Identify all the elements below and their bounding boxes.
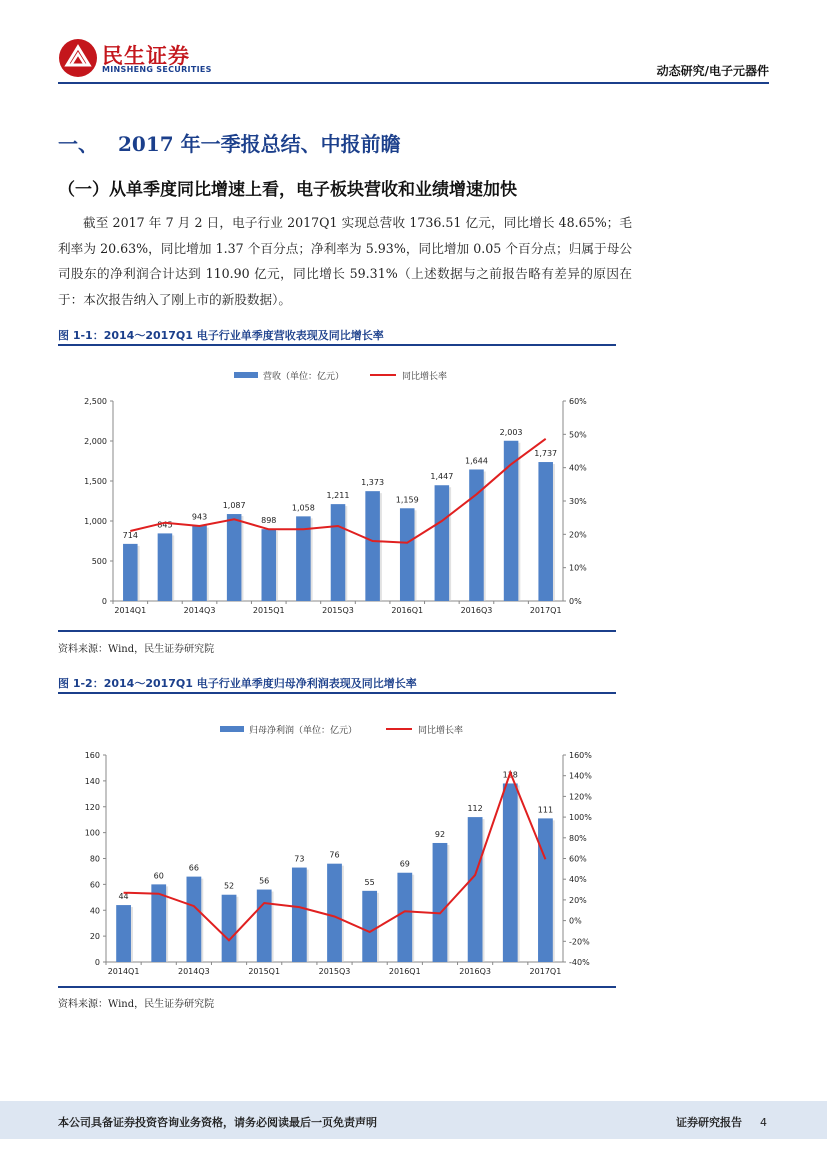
section-number: 一、: [58, 132, 98, 156]
right-tick-label: 140%: [569, 771, 592, 781]
bar-value-label: 52: [223, 881, 235, 891]
left-tick-label: 1,000: [84, 517, 107, 526]
bar-value-label: 1,644: [465, 456, 488, 466]
x-tick-label: 2017Q1: [529, 967, 562, 976]
bar-value-label: 44: [118, 892, 129, 902]
section-heading: [58, 128, 401, 157]
x-tick-label: 2015Q3: [322, 606, 354, 615]
data-bar: [538, 462, 553, 601]
data-bar: [116, 905, 131, 962]
left-tick-label: 140: [84, 776, 100, 786]
left-tick-label: 40: [89, 906, 100, 916]
data-bar: [187, 877, 202, 962]
data-bar: [433, 843, 448, 962]
data-bar: [365, 491, 380, 601]
right-tick-label: 80%: [569, 833, 587, 843]
right-tick-label: 20%: [569, 530, 587, 540]
right-tick-label: 100%: [569, 813, 592, 823]
right-tick-label: 40%: [569, 875, 587, 885]
data-bar: [262, 529, 277, 601]
figure-1-title: 图 1-1：2014～2017Q1 电子行业单季度营收表现及同比增长率: [58, 329, 384, 342]
bar-value-label: 1,087: [222, 501, 246, 511]
right-tick-label: 120%: [569, 792, 592, 802]
x-tick-label: 2016Q3: [460, 606, 493, 615]
data-bar: [257, 890, 272, 962]
x-tick-label: 2016Q3: [459, 967, 491, 976]
left-tick-label: 0: [94, 958, 100, 967]
bar-value-label: 2,003: [499, 427, 523, 437]
bar-value-label: 56: [259, 876, 270, 886]
left-tick-label: 2,000: [84, 437, 107, 446]
x-tick-label: 2014Q1: [114, 606, 147, 615]
right-tick-label: 20%: [569, 895, 587, 905]
bar-value-label: 845: [157, 520, 173, 530]
bar-value-label: 138: [502, 770, 518, 780]
bar-value-label: 66: [188, 863, 199, 873]
bar-value-label: 111: [537, 805, 554, 815]
x-tick-label: 2014Q3: [183, 606, 216, 615]
legend-bar-label: 归母净利润（单位：亿元）: [249, 726, 358, 736]
right-tick-label: 30%: [569, 497, 587, 506]
x-tick-label: 2014Q3: [178, 967, 210, 976]
left-tick-label: 20: [89, 932, 100, 942]
x-tick-label: 2016Q1: [391, 606, 424, 615]
left-tick-label: 100: [84, 828, 100, 838]
x-tick-label: 2014Q1: [107, 967, 140, 976]
bar-value-label: 1,737: [534, 449, 558, 459]
data-bar: [397, 873, 412, 962]
data-bar: [331, 504, 346, 601]
bar-value-label: 943: [191, 512, 208, 522]
footer-report-info: [676, 1114, 767, 1130]
left-tick-label: 120: [84, 802, 100, 812]
bar-value-label: 714: [122, 530, 138, 540]
legend-bar-label: 营收（单位：亿元）: [263, 372, 345, 382]
data-bar: [468, 817, 483, 962]
footer-report-type: 证券研究报告: [676, 1116, 742, 1129]
document-type: 动态研究/电子元器件: [656, 64, 769, 78]
bar-value-label: 60: [153, 871, 164, 881]
page-number: 4: [760, 1116, 767, 1129]
figure-1-bottom-rule: [58, 630, 616, 632]
data-bar: [123, 544, 138, 601]
subsection-heading: （一）从单季度同比增速上看，电子板块营收和业绩增速加快: [58, 180, 517, 200]
profit-chart-svg: [58, 707, 616, 985]
right-tick-label: 10%: [569, 563, 587, 573]
data-bar: [435, 485, 450, 601]
figure-2-source: 资料来源：Wind，民生证券研究院: [58, 999, 215, 1010]
x-tick-label: 2016Q1: [388, 967, 421, 976]
data-bar: [227, 514, 242, 601]
bar-value-label: 1,373: [361, 478, 385, 488]
right-tick-label: -40%: [569, 958, 590, 967]
data-bar: [158, 533, 173, 601]
page-header: [0, 0, 827, 88]
legend-bar-swatch: [220, 726, 244, 732]
data-bar: [362, 891, 377, 962]
legend-bar-swatch: [234, 372, 258, 378]
figure-1-source: 资料来源：Wind，民生证券研究院: [58, 644, 215, 655]
figure-2-top-rule: [58, 692, 616, 694]
data-bar: [292, 868, 307, 962]
bar-value-label: 69: [399, 859, 410, 869]
bar-value-label: 76: [329, 850, 340, 860]
left-tick-label: 0: [101, 597, 107, 606]
bar-value-label: 73: [294, 854, 305, 864]
left-tick-label: 2,500: [84, 397, 107, 406]
figure-2-bottom-rule: [58, 986, 616, 988]
x-tick-label: 2015Q3: [318, 967, 351, 976]
section-title: 2017 年一季报总结、中报前瞻: [118, 132, 401, 156]
company-logo: [58, 38, 218, 80]
data-bar: [327, 864, 342, 962]
logo-mark-icon: [58, 38, 98, 78]
bar-value-label: 898: [261, 516, 277, 526]
left-tick-label: 60: [89, 880, 100, 890]
right-tick-label: 40%: [569, 463, 587, 473]
data-bar: [222, 895, 237, 962]
bar-value-label: 1,159: [395, 495, 419, 505]
left-tick-label: 80: [89, 854, 100, 864]
bar-value-label: 55: [364, 877, 375, 887]
right-tick-label: 0%: [569, 916, 582, 926]
bar-value-label: 1,211: [326, 491, 350, 501]
right-tick-label: 160%: [569, 751, 592, 760]
x-tick-label: 2017Q1: [529, 606, 562, 615]
figure-2-title: 图 1-2：2014～2017Q1 电子行业单季度归母净利润表现及同比增长率: [58, 677, 417, 690]
right-tick-label: -20%: [569, 937, 590, 947]
body-paragraph: 截至 2017 年 7 月 2 日，电子行业 2017Q1 实现总营收 1736.51 亿元，同比增长 48.65%；毛利率为 20.63%，同比增加 1.37 个百分点；净利率为 5.93%，同比增加 0.05 个百分点；归属于母公司股东的净利润合计达到 110.90 亿元，同比增长 59.31%（上述数据与之前报告略有差异的原因在于：本次报告纳入了刚上市的新股数据）。: [58, 215, 632, 307]
header-divider: [58, 82, 769, 84]
data-bar: [538, 818, 553, 962]
right-tick-label: 50%: [569, 430, 587, 440]
revenue-chart-svg: [58, 352, 616, 628]
data-bar: [400, 508, 415, 601]
legend-line-label: 同比增长率: [402, 372, 448, 382]
bar-value-label: 112: [467, 804, 483, 814]
figure-1-chart: [58, 352, 616, 628]
footer-disclaimer: 本公司具备证券投资咨询业务资格，请务必阅读最后一页免责声明: [58, 1116, 377, 1129]
data-bar: [503, 783, 518, 962]
page-footer: [0, 1101, 827, 1139]
bar-value-label: 92: [434, 829, 446, 839]
right-tick-label: 60%: [569, 397, 587, 406]
bar-value-label: 1,447: [430, 472, 454, 482]
bar-value-label: 1,058: [291, 503, 315, 513]
x-tick-label: 2015Q1: [252, 606, 285, 615]
figure-1-top-rule: [58, 344, 616, 346]
logo-english-name: MINSHENG SECURITIES: [102, 65, 212, 74]
right-tick-label: 0%: [569, 597, 582, 606]
logo-chinese-name: 民生证券: [102, 44, 190, 68]
data-bar: [192, 526, 207, 601]
left-tick-label: 1,500: [84, 477, 107, 486]
right-tick-label: 60%: [569, 854, 587, 864]
left-tick-label: 500: [91, 557, 107, 566]
figure-2-chart: [58, 707, 616, 985]
legend-line-label: 同比增长率: [418, 726, 464, 736]
x-tick-label: 2015Q1: [248, 967, 281, 976]
left-tick-label: 160: [84, 751, 100, 760]
